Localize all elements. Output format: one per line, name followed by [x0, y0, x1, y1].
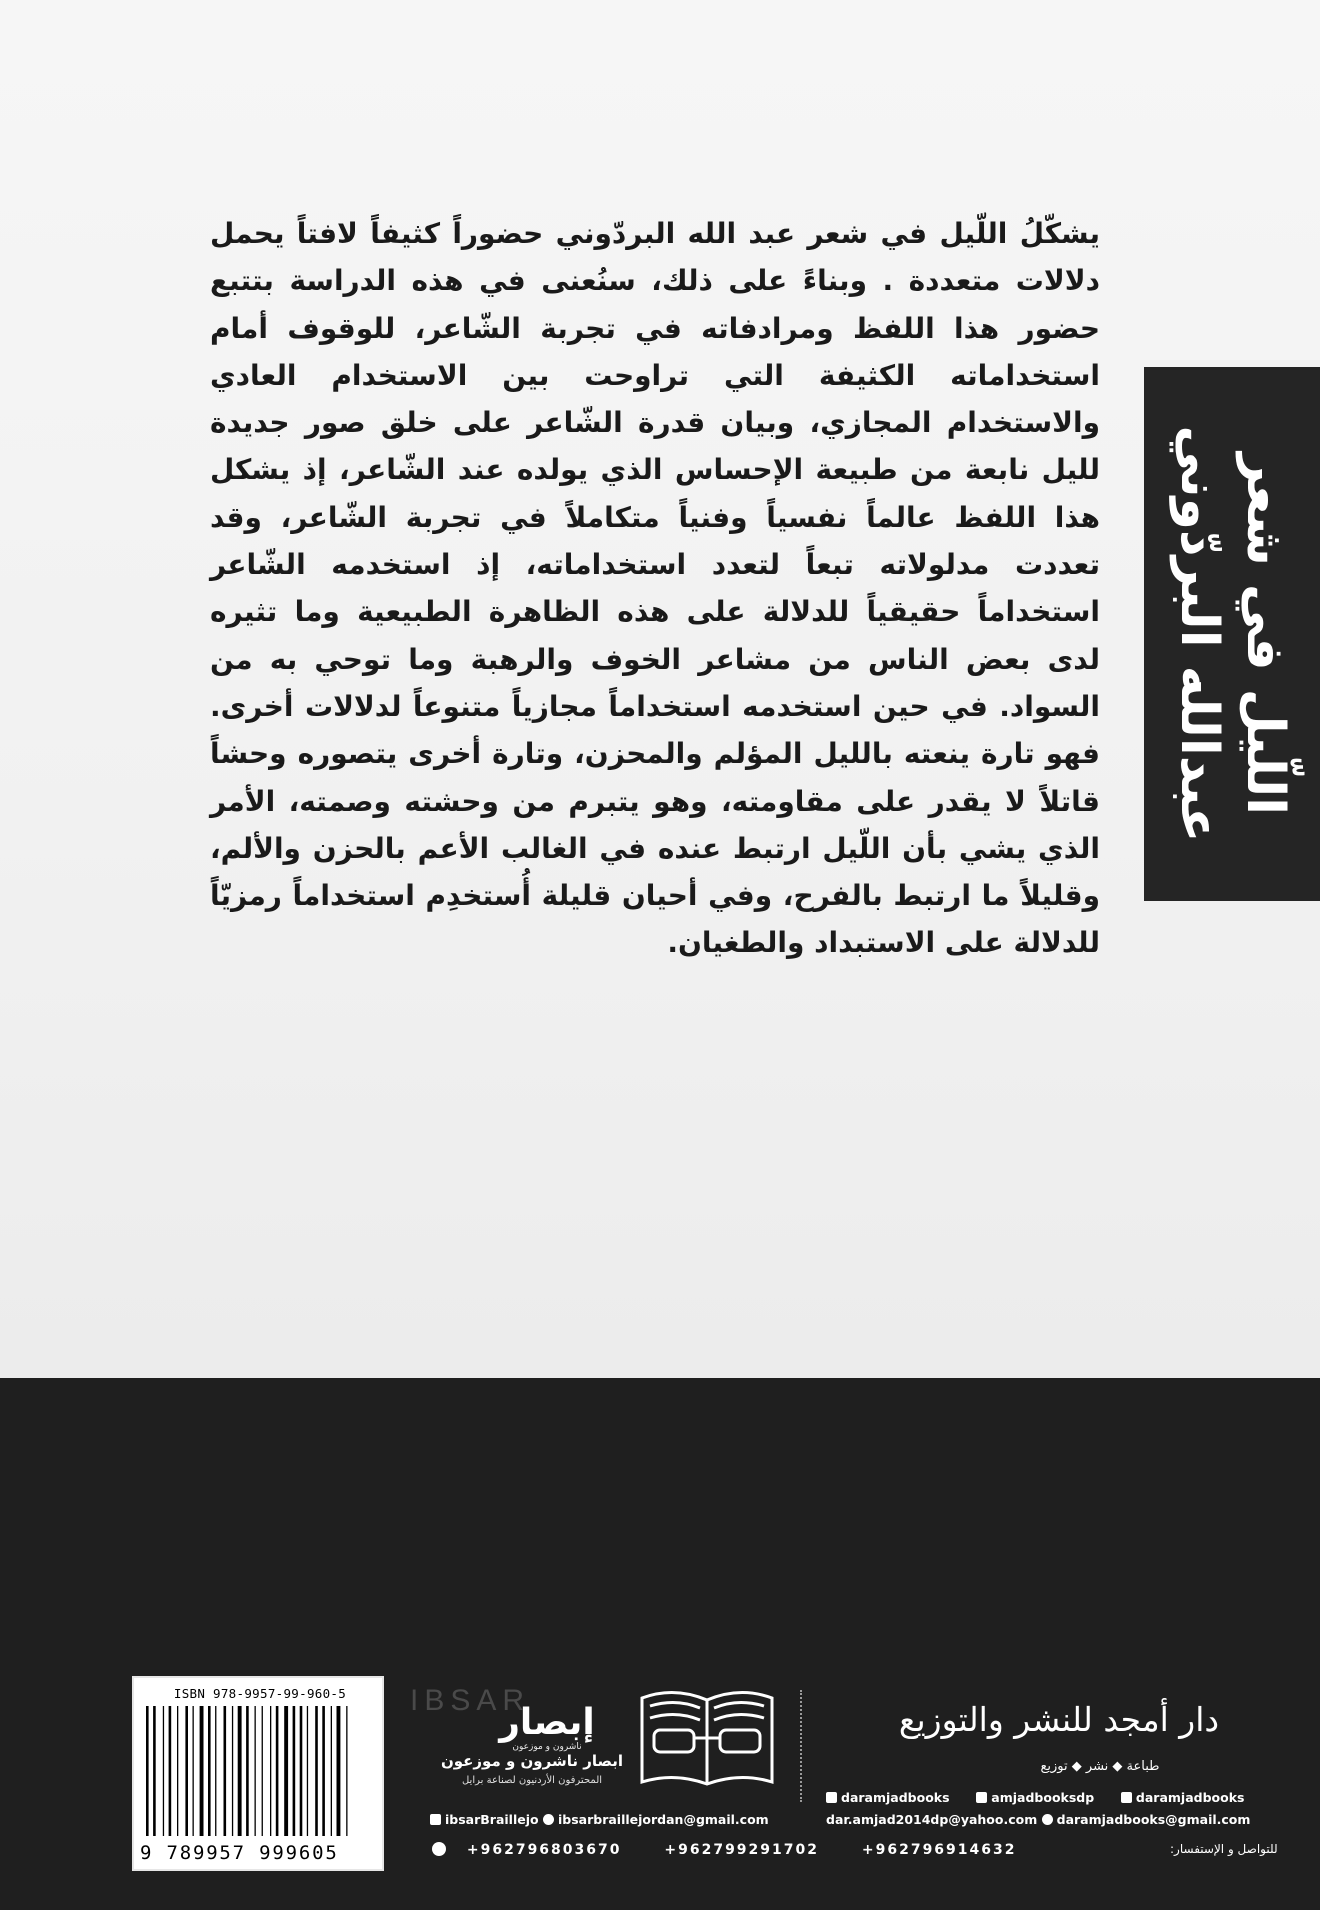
- instagram-icon: [1121, 1792, 1132, 1803]
- barcode-label: [132, 1676, 384, 1871]
- gmail-email[interactable]: daramjadbooks@gmail.com: [1056, 1812, 1251, 1827]
- barcode-bars: [144, 1706, 376, 1836]
- open-book-glasses-icon: [638, 1684, 776, 1788]
- phone-row: [432, 1841, 1053, 1859]
- vertical-title: [1166, 374, 1298, 894]
- facebook-icon: [430, 1814, 441, 1825]
- blurb-paragraph: يشكّلُ اللّيل في شعر عبد الله البردّوني حضوراً كثيفاً لافتاً يحمل دلالات متعددة . وبناءً على ذلك، سنُعنى في هذه الدراسة بتتبع حضور هذا اللفظ ومرادفاته في تجربة الشّاعر، للوقوف أمام استخداماته الكثيفة التي تراوحت بين الاستخدام العادي والاستخدام المجازي، وبيان قدرة الشّاعر على خلق صور جديدة لليل نابعة من طبيعة الإحساس الذي يولده عند الشّاعر، إذ يشكل هذا اللفظ عالماً نفسياً وفنياً متكاملاً في تجربة الشّاعر، وقد تعددت مدلولاته تبعاً لتعدد استخداماته، إذ استخدمه الشّاعر استخداماً حقيقياً للدلالة على هذه الظاهرة الطبيعية وما تثيره لدى بعض الناس من مشاعر الخوف والرهبة وما توحي به من السواد. في حين استخدمه استخداماً مجازياً متنوعاً لدلالات أخرى. فهو تارة ينعته بالليل المؤلم والمحزن، وتارة أخرى يتصوره وحشاً قاتلاً لا يقدر على مقاومته، وهو يتبرم من وحشته وصمته، الأمر الذي يشي بأن اللّيل ارتبط عنده في الغالب الأعم بالحزن والألم، وقليلاً ما ارتبط بالفرح، وفي أحيان قليلة أُستخدِم استخداماً رمزيّاً للدلالة على الاستبداد والطغيان.: [210, 217, 1100, 960]
- yahoo-email[interactable]: dar.amjad2014dp@yahoo.com: [826, 1812, 1038, 1827]
- ibsar-email[interactable]: ibsarbraillejordan@gmail.com: [557, 1812, 769, 1827]
- title-panel: [1144, 367, 1320, 901]
- ibsar-contact-row: [430, 1811, 769, 1829]
- ibsar-logo-small-sub: ناشرون و موزعون: [512, 1742, 582, 1752]
- title-line-1: اللّيل في شعر: [1235, 453, 1295, 815]
- barcode-number: 9 789957 999605: [140, 1842, 339, 1864]
- instagram-handle[interactable]: daramjadbooks: [1135, 1790, 1245, 1805]
- email-icon: [543, 1814, 554, 1825]
- ibsar-tagline: المحترفون الأردنيون لصناعة برايل: [461, 1775, 603, 1786]
- social-row: [826, 1789, 1244, 1807]
- blurb-text: [210, 210, 1100, 967]
- email-icon: [1042, 1814, 1053, 1825]
- ibsar-subtitle: ابصار ناشرون و موزعون: [440, 1752, 624, 1770]
- title-line-2: عبدالله البردّوني: [1169, 425, 1229, 843]
- twitter-icon: [826, 1792, 837, 1803]
- ibsar-ghost-logo: IBSAR: [410, 1684, 531, 1717]
- isbn-text: ISBN 978-9957-99-960-5: [173, 1686, 347, 1701]
- ibsar-logo-name: إبصار: [499, 1702, 595, 1743]
- phone-2[interactable]: +962799291702: [664, 1842, 819, 1858]
- ibsar-facebook[interactable]: ibsarBraillejo: [445, 1812, 539, 1827]
- contact-label: للتواصل و الإستفسار:: [1170, 1842, 1278, 1856]
- whatsapp-icon: [432, 1842, 446, 1856]
- facebook-handle[interactable]: amjadbooksdp: [991, 1790, 1095, 1805]
- logo-divider: [800, 1690, 802, 1802]
- amjad-services: طباعة ◆ نشر ◆ توزيع: [1040, 1759, 1160, 1774]
- phone-3[interactable]: +962796914632: [861, 1842, 1017, 1858]
- twitter-handle[interactable]: daramjadbooks: [841, 1790, 950, 1805]
- facebook-icon: [976, 1792, 987, 1803]
- email-row: [826, 1811, 1250, 1829]
- phone-1[interactable]: +962796803670: [466, 1842, 622, 1858]
- amjad-logo-name: دار أمجد للنشر والتوزيع: [898, 1700, 1220, 1739]
